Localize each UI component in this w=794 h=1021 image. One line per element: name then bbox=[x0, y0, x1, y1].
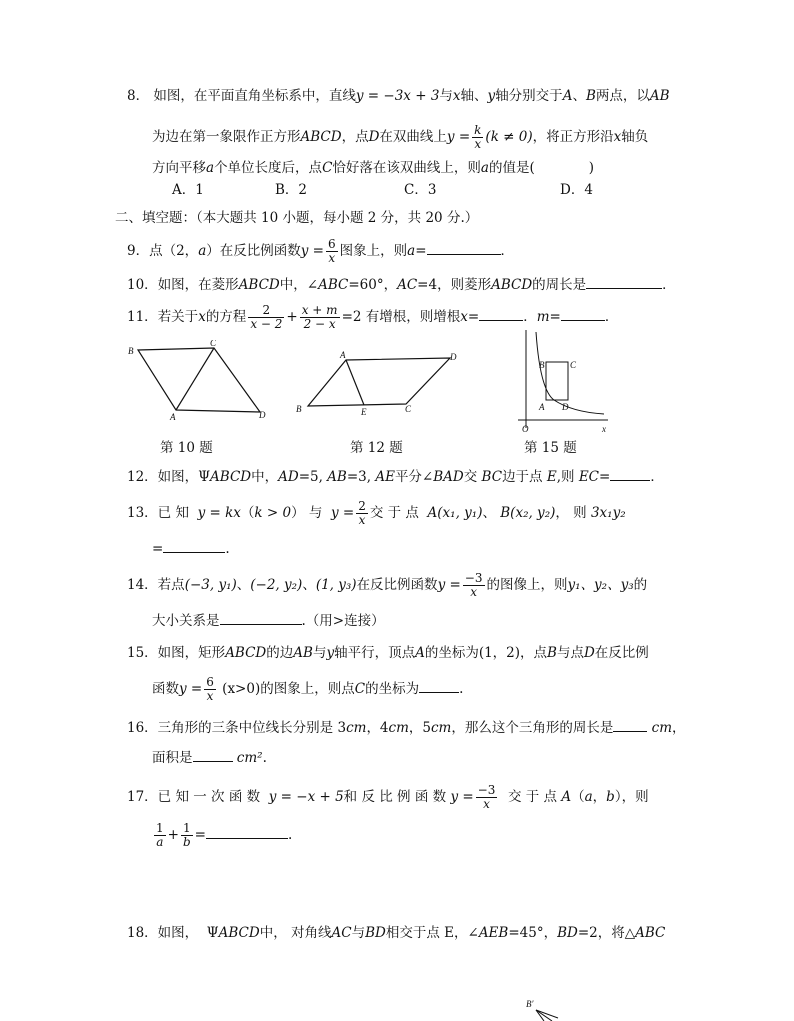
q8-options bbox=[0, 180, 794, 200]
fragment-line bbox=[536, 1010, 552, 1021]
q17-line-1 bbox=[127, 782, 649, 812]
q14-var: y₁、y₂、y₃ bbox=[567, 577, 634, 593]
q8-option-a[interactable]: A．1 bbox=[172, 182, 204, 198]
q12-text: ． bbox=[650, 469, 664, 485]
frac-num: −3 bbox=[477, 783, 496, 797]
label-x: x bbox=[602, 424, 606, 434]
q12-text: 平分∠ bbox=[394, 469, 434, 485]
q15-text: 与 bbox=[312, 645, 327, 661]
q13-var: B(x₂, y₂) bbox=[500, 505, 556, 521]
frac-num: 2 bbox=[358, 499, 366, 513]
q12-text: 交 bbox=[463, 469, 482, 485]
q16-unit: cm bbox=[651, 720, 673, 736]
q15-text: 的坐标为 bbox=[365, 681, 420, 697]
frac-num: 6 bbox=[327, 237, 336, 251]
q12-text: 边于点 bbox=[502, 469, 547, 485]
q15-text: . bbox=[459, 681, 464, 697]
q8-text: ，将正方形沿 bbox=[532, 129, 614, 145]
rhombus-outline bbox=[138, 348, 260, 412]
q8-var: AB bbox=[649, 88, 670, 104]
parallelogram-outline bbox=[308, 358, 450, 406]
q16-unit: cm bbox=[346, 720, 367, 736]
q13-answer-blank[interactable] bbox=[163, 538, 225, 553]
q12-text: 中， bbox=[251, 469, 279, 485]
parallelogram-symbol: Ψ bbox=[198, 469, 211, 485]
q8-fraction bbox=[472, 124, 483, 151]
q9-fraction bbox=[326, 238, 338, 265]
q15-text: 的坐标为(1，2)，点 bbox=[424, 645, 548, 661]
label-a: A bbox=[539, 402, 545, 412]
q10-text: 中，∠ bbox=[279, 277, 319, 293]
q12-var: E bbox=[546, 469, 557, 485]
q11-text: = bbox=[467, 309, 480, 325]
q8-option-b[interactable]: B．2 bbox=[275, 182, 308, 198]
q8-var: B bbox=[585, 88, 596, 104]
q8-text: 轴、 bbox=[460, 88, 488, 104]
bisector-ae bbox=[346, 360, 364, 405]
q16-unit: cm² bbox=[236, 750, 263, 766]
label-b: B bbox=[296, 404, 302, 414]
q11-m-blank[interactable] bbox=[561, 306, 605, 321]
frac-num: 6 bbox=[206, 675, 214, 689]
q9-var: y = bbox=[300, 243, 324, 259]
q11-text: ． bbox=[604, 309, 619, 325]
q8-text: 两点，以 bbox=[595, 88, 650, 104]
frac-num: 1 bbox=[156, 821, 164, 835]
frac-num: 1 bbox=[181, 822, 193, 836]
q12-text: ,则 bbox=[556, 469, 579, 485]
label-a: A bbox=[340, 350, 346, 360]
q12-var: EC bbox=[578, 469, 599, 485]
q13-text: 、 bbox=[482, 505, 496, 521]
q8-var: x bbox=[452, 88, 461, 104]
q16-perimeter-blank[interactable] bbox=[613, 717, 647, 732]
q15-fraction bbox=[204, 676, 216, 703]
q12-text: = bbox=[599, 469, 611, 485]
frac-den: a bbox=[156, 835, 164, 849]
frac-num: 2 bbox=[248, 304, 284, 318]
q9-var: a bbox=[198, 243, 207, 259]
q18-var: ABC bbox=[635, 925, 666, 941]
q8-var: y bbox=[487, 88, 496, 104]
label-c: C bbox=[210, 340, 217, 348]
q16-text: ，5 bbox=[408, 720, 431, 736]
q11-text: 的方程 bbox=[205, 309, 247, 325]
label-e: E bbox=[361, 407, 367, 417]
parallelogram-symbol: Ψ bbox=[206, 925, 219, 941]
q13-fraction bbox=[356, 500, 368, 527]
q10-var: AC bbox=[397, 277, 418, 293]
q8-text: 、 bbox=[572, 88, 586, 104]
q8-text: 轴负 bbox=[621, 129, 649, 145]
q12-text: =3, bbox=[346, 469, 376, 485]
q16-number: 16．三角形的三条中位线长分别是 3 bbox=[127, 720, 347, 736]
q15-var: D bbox=[583, 645, 595, 661]
q14-line-2 bbox=[152, 610, 385, 631]
q15-text: (x>0)的图象上，则点 bbox=[222, 681, 355, 697]
q13-text: ） 与 bbox=[291, 505, 323, 521]
q8-text: ，点 bbox=[341, 129, 369, 145]
q16-text: ，那么这个三角形的周长是 bbox=[451, 720, 614, 736]
q13-line-1 bbox=[127, 498, 626, 528]
q11-var: x bbox=[198, 309, 206, 325]
figure-12-caption: 第 12 题 bbox=[350, 440, 403, 456]
label-b: B bbox=[539, 360, 545, 370]
frac-num: −3 bbox=[464, 571, 483, 585]
q17-answer-blank[interactable] bbox=[206, 824, 288, 839]
frac-den: x bbox=[206, 689, 214, 703]
q16-line-1 bbox=[127, 717, 686, 738]
q17-var: y = −x + 5 bbox=[268, 789, 344, 805]
q12 bbox=[127, 466, 664, 487]
q17-text: 交 于 点 bbox=[507, 789, 558, 805]
q15-text: 函数 bbox=[152, 681, 179, 697]
q15-var: ABCD bbox=[225, 645, 267, 661]
q16-area-blank[interactable] bbox=[193, 747, 233, 762]
q14-text: .（用>连接） bbox=[301, 613, 385, 629]
q14-number: 14．若点 bbox=[127, 577, 185, 593]
q8-line-3 bbox=[152, 158, 594, 178]
label-o: O bbox=[522, 424, 529, 434]
section-heading: 二、填空题：（本大题共 10 小题，每小题 2 分，共 20 分.） bbox=[115, 210, 479, 226]
q16-unit: cm bbox=[431, 720, 452, 736]
q18-var: AC bbox=[331, 925, 352, 941]
q17-number: 17．已 知 一 次 函 数 bbox=[127, 789, 261, 805]
q18-text: 相交于点 E，∠ bbox=[385, 925, 479, 941]
frac-den: x bbox=[328, 251, 336, 265]
label-d: D bbox=[259, 410, 266, 420]
label-a: A bbox=[170, 412, 176, 420]
q9 bbox=[127, 236, 514, 266]
q14-text: 在反比例函数 bbox=[356, 577, 438, 593]
q17-text: ， bbox=[592, 789, 607, 805]
frac-num: k bbox=[474, 123, 482, 137]
q17-line-2 bbox=[152, 820, 292, 850]
q17-var: A bbox=[561, 789, 572, 805]
q10-text: =60°， bbox=[348, 277, 398, 293]
q15-text: 在反比例 bbox=[594, 645, 649, 661]
q8-line-equation: y = −3x + 3 bbox=[355, 88, 440, 104]
label-d: D bbox=[450, 352, 457, 362]
q11-fraction-1 bbox=[248, 304, 284, 331]
q11-text: 若关于 bbox=[157, 309, 199, 325]
q8-text: 个单位长度后，点 bbox=[214, 160, 323, 176]
q12-var: ABCD bbox=[210, 469, 252, 485]
q10-text: =4，则菱形 bbox=[417, 277, 492, 293]
q9-text: ． bbox=[500, 243, 514, 259]
q8-text: 与 bbox=[439, 88, 453, 104]
q15-text: 轴平行，顶点 bbox=[334, 645, 416, 661]
q18-var: AEB bbox=[478, 925, 509, 941]
q15-var: AB bbox=[293, 645, 313, 661]
q17-text: + bbox=[167, 827, 179, 843]
q8-var: x bbox=[613, 129, 622, 145]
q12-var: BC bbox=[481, 469, 503, 485]
q8-line-2 bbox=[152, 122, 648, 152]
q13-text: ， 则 bbox=[555, 505, 587, 521]
q14-answer-blank[interactable] bbox=[220, 610, 302, 625]
q10-text: ． bbox=[662, 277, 676, 293]
q8-number: 8． bbox=[127, 88, 150, 104]
q9-text: 点（2， bbox=[149, 243, 199, 259]
q13-text: = bbox=[152, 541, 164, 557]
q11-var: m bbox=[536, 309, 550, 325]
q8-option-d[interactable]: D．4 bbox=[560, 182, 593, 198]
frac-den: x bbox=[483, 797, 490, 811]
q17-text: ），则 bbox=[614, 789, 649, 805]
q18-text: =45°， bbox=[508, 925, 558, 941]
q17-text: . bbox=[287, 827, 293, 843]
q18-number: 18．如图， bbox=[127, 925, 199, 941]
rhombus-diagonal bbox=[176, 348, 214, 410]
q13-var: A(x₁, y₁) bbox=[427, 505, 483, 521]
q9-answer-blank[interactable] bbox=[427, 240, 501, 255]
q8-text: 如图，在平面直角坐标系中，直线 bbox=[153, 88, 356, 104]
label-c: C bbox=[405, 404, 412, 414]
q12-var: AD bbox=[278, 469, 299, 485]
q11-var: x bbox=[460, 309, 468, 325]
frac-den: x bbox=[358, 513, 366, 527]
figure-10-caption: 第 10 题 bbox=[160, 440, 213, 456]
label-d: D bbox=[562, 402, 569, 412]
frac-den: b bbox=[182, 835, 191, 849]
q10-number: 10． bbox=[127, 277, 158, 293]
q12-var: BAD bbox=[433, 469, 464, 485]
q16-text: . bbox=[262, 750, 267, 766]
q8-var: A bbox=[562, 88, 573, 104]
q12-answer-blank[interactable] bbox=[610, 466, 650, 481]
q17-text: 和 反 比 例 函 数 bbox=[343, 789, 447, 805]
q18-var: BD bbox=[365, 925, 386, 941]
q14-fraction bbox=[463, 572, 485, 599]
q15-var: B bbox=[547, 645, 557, 661]
q15-line-1 bbox=[127, 643, 649, 663]
q12-number: 12．如图， bbox=[127, 469, 199, 485]
label-b-prime: B′ bbox=[526, 999, 534, 1009]
q9-text: 图象上，则 bbox=[339, 243, 408, 259]
q14-var: (1, y₃) bbox=[315, 577, 357, 593]
q8-text: 方向平移 bbox=[152, 160, 206, 176]
q17-var: a bbox=[584, 789, 593, 805]
q10 bbox=[127, 274, 676, 295]
figure-18-fragment bbox=[522, 996, 562, 1021]
q13-var: y = kx bbox=[197, 505, 241, 521]
q8-line-1 bbox=[127, 86, 670, 106]
q18-text: =2，将△ bbox=[577, 925, 636, 941]
q16-text: 面积是 bbox=[152, 750, 193, 766]
q8-var: y = bbox=[446, 129, 471, 145]
q18-text: 中， 对角线 bbox=[259, 925, 332, 941]
label-b: B bbox=[128, 346, 134, 356]
figure-12-parallelogram bbox=[294, 348, 460, 418]
q8-var: ABCD bbox=[300, 129, 342, 145]
frac-den: x bbox=[470, 585, 478, 599]
q15-var: y = bbox=[179, 681, 203, 697]
q15-var: C bbox=[354, 681, 366, 697]
q11-fraction-2 bbox=[300, 304, 340, 331]
frac-den: x − 2 bbox=[250, 317, 283, 331]
q8-var: C bbox=[322, 160, 333, 176]
q14-text: 的图像上，则 bbox=[486, 577, 568, 593]
q8-var: D bbox=[368, 129, 380, 145]
q9-number: 9． bbox=[127, 243, 150, 259]
q13-text: （ bbox=[240, 505, 255, 521]
q17-var: y = bbox=[450, 789, 474, 805]
frac-den: 2 − x bbox=[303, 317, 336, 331]
q14-text: 、 bbox=[236, 577, 251, 593]
q13-var: 3x₁y₂ bbox=[590, 505, 626, 521]
q18-var: BD bbox=[557, 925, 578, 941]
q10-var: ABCD bbox=[491, 277, 533, 293]
q15-var: y bbox=[326, 645, 335, 661]
q15-text: 的边 bbox=[266, 645, 294, 661]
q9-text: = bbox=[415, 243, 427, 259]
q13-text: 交 于 点 bbox=[369, 505, 419, 521]
q8-text: 轴分别交于 bbox=[495, 88, 563, 104]
q11-text: =2 有增根，则增根 bbox=[341, 309, 461, 325]
q9-var: a bbox=[407, 243, 416, 259]
q14-text: 、 bbox=[302, 577, 316, 593]
q18-text: 与 bbox=[351, 925, 366, 941]
q17-fraction bbox=[476, 784, 498, 811]
q13-var: k > 0 bbox=[254, 505, 292, 521]
frac-num: x + m bbox=[301, 303, 338, 317]
q18 bbox=[127, 923, 665, 943]
q8-var: (k ≠ 0) bbox=[485, 129, 533, 145]
q8-option-c[interactable]: C．3 bbox=[404, 182, 437, 198]
q17-var: b bbox=[606, 789, 615, 805]
q10-answer-blank[interactable] bbox=[586, 274, 662, 289]
q12-var: AE bbox=[375, 469, 395, 485]
q16-text: ， bbox=[672, 720, 686, 736]
label-c: C bbox=[570, 360, 577, 370]
q16-unit: cm bbox=[388, 720, 409, 736]
q14-var: (−3, y₁) bbox=[184, 577, 237, 593]
q8-text: 在双曲线上 bbox=[379, 129, 447, 145]
q14-text: 的 bbox=[633, 577, 648, 593]
q15-number: 15．如图，矩形 bbox=[127, 645, 226, 661]
q8-var: a bbox=[480, 160, 489, 176]
q8-text: 的值是( bbox=[488, 160, 535, 176]
q16-line-2 bbox=[152, 747, 267, 768]
frac-den: x bbox=[474, 137, 482, 151]
q8-text: ) bbox=[588, 160, 595, 176]
q16-text: ，4 bbox=[366, 720, 389, 736]
q14-var: (−2, y₂) bbox=[250, 577, 303, 593]
q8-text: 恰好落在该双曲线上，则 bbox=[332, 160, 481, 176]
q10-var: ABCD bbox=[238, 277, 280, 293]
q17-text: （ bbox=[571, 789, 585, 805]
q11-number: 11． bbox=[127, 309, 158, 325]
q13-var: y = bbox=[330, 505, 355, 521]
q10-var: ABC bbox=[318, 277, 349, 293]
q11-text: + bbox=[286, 309, 298, 325]
q15-line-2 bbox=[152, 674, 463, 704]
q17-fraction-1a bbox=[154, 822, 166, 849]
q9-text: ）在反比例函数 bbox=[206, 243, 301, 259]
q8-var: a bbox=[206, 160, 215, 176]
q10-text: 如图，在菱形 bbox=[157, 277, 239, 293]
q13-line-2 bbox=[152, 538, 230, 559]
q11-text: = bbox=[549, 309, 561, 325]
q14-line-1 bbox=[127, 570, 647, 600]
q15-answer-blank[interactable] bbox=[419, 678, 459, 693]
q11-text: ． bbox=[523, 309, 537, 325]
q8-text: 为边在第一象限作正方形 bbox=[152, 129, 301, 145]
q14-var: y = bbox=[437, 577, 461, 593]
figure-10-rhombus bbox=[126, 340, 266, 420]
q17-fraction-1b bbox=[181, 822, 193, 849]
q15-var: A bbox=[415, 645, 425, 661]
q13-number: 13．已 知 bbox=[127, 505, 189, 521]
q10-text: 的周长是 bbox=[532, 277, 587, 293]
figure-15-graph bbox=[514, 328, 610, 434]
q11-root-blank[interactable] bbox=[479, 306, 523, 321]
q13-text: . bbox=[225, 541, 230, 557]
q18-var: ABCD bbox=[218, 925, 260, 941]
q17-text: = bbox=[194, 827, 206, 843]
q12-var: AB bbox=[327, 469, 347, 485]
q12-text: =5, bbox=[298, 469, 328, 485]
q14-text: 大小关系是 bbox=[152, 613, 220, 629]
figure-15-caption: 第 15 题 bbox=[524, 440, 577, 456]
q15-text: 与点 bbox=[556, 645, 584, 661]
